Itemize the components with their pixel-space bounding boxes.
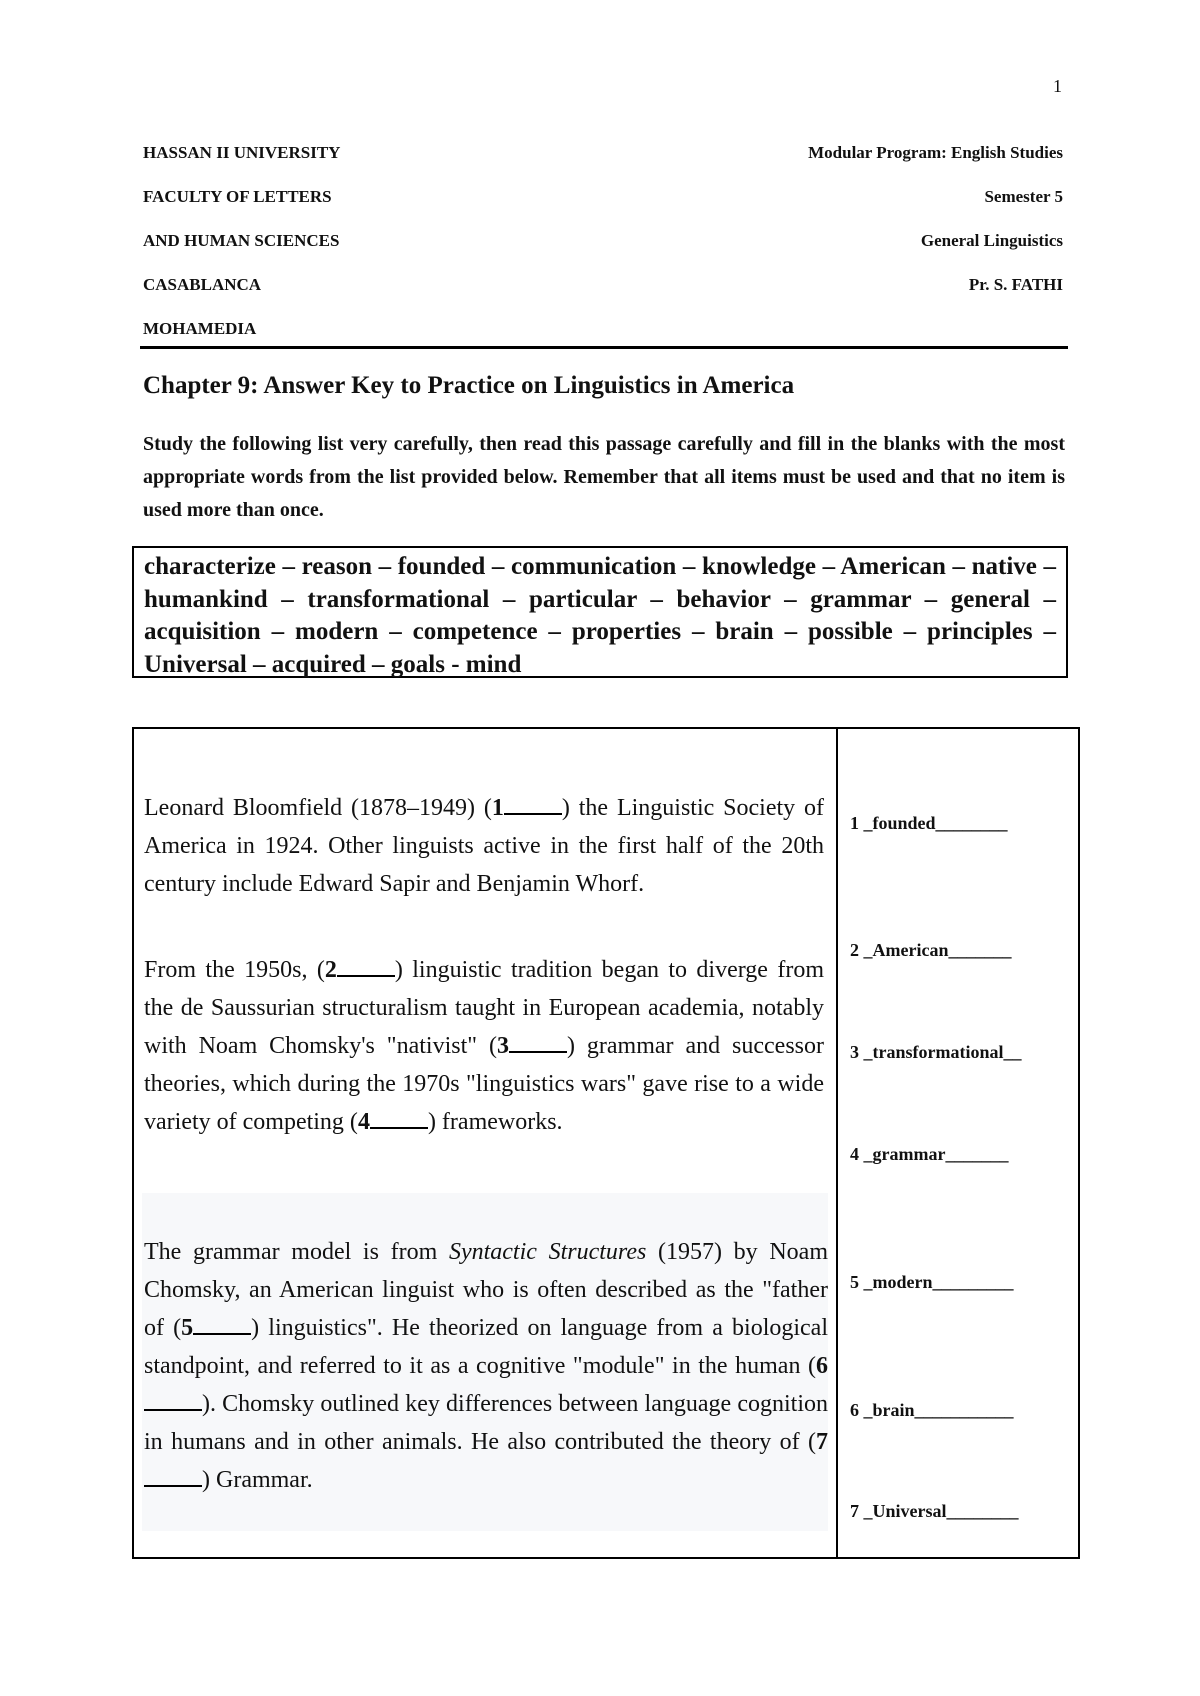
blank-7: 7 (144, 1429, 828, 1493)
blank-4: 4 (358, 1109, 428, 1135)
header-row (143, 187, 1063, 231)
faculty-name: FACULTY OF LETTERS (143, 187, 332, 206)
chapter-title: Chapter 9: Answer Key to Practice on Linguistics in America (143, 372, 795, 399)
word-list: characterize – reason – founded – communication – knowledge – American – native – humankind – transformational – particular – behavior – grammar – general – acquisition – modern – competence – properties – brain – possible – principles – Universal – acquired – goals - mind (144, 553, 1056, 678)
document-header (143, 143, 1063, 363)
header-row (143, 319, 1063, 363)
blank-2: 2 (325, 957, 395, 983)
blank-1: 1 (492, 795, 562, 821)
answer-6: 6 _brain___________ (850, 1400, 1014, 1420)
answer-5: 5 _modern_________ (850, 1272, 1014, 1292)
passage-paragraph-2: From the 1950s, (2 ) linguistic tradition began to diverge from the de Saussurian structuralism taught in European academia, notably with Noam Chomsky's "nativist" (3 ) grammar and successor theories, which during the 1970s "linguistics wars" gave rise to a wide variety of competing (4 ) frameworks. (144, 957, 824, 1135)
answer-4: 4 _grammar_______ (850, 1144, 1009, 1164)
word-list-box (132, 546, 1068, 678)
column-divider (836, 729, 838, 1557)
page-number: 1 (1053, 76, 1062, 96)
passage-paragraph-3: The grammar model is from Syntactic Structures (1957) by Noam Chomsky, an American linguist who is often described as the "father of (5 ) linguistics". He theorized on language from a biological standpoint, and referred to it as a cognitive "module" in the human (6). Chomsky outlined key differences between language cognition in humans and in other animals. He also contributed the theory of (7) Grammar. (142, 1193, 828, 1531)
passage-paragraph-1: Leonard Bloomfield (1878–1949) (1 ) the Linguistic Society of America in 1924. Other linguists active in the first half of the 20th century include Edward Sapir and Benjamin Whorf. (144, 795, 824, 897)
city: CASABLANCA (143, 275, 262, 294)
header-row (143, 275, 1063, 319)
university-name: HASSAN II UNIVERSITY (143, 143, 341, 162)
city-2: MOHAMEDIA (143, 319, 257, 338)
program-name: Modular Program: English Studies (808, 143, 1063, 162)
header-row (143, 143, 1063, 187)
faculty-name-cont: AND HUMAN SCIENCES (143, 231, 340, 250)
answer-1: 1 _founded________ (850, 813, 1008, 833)
instructions: Study the following list very carefully, then read this passage carefully and fill in the blanks with the most appropriate words from the list provided below. Remember that all items must be used and that no item is used more than once. (143, 433, 1065, 521)
answer-2: 2 _American_______ (850, 940, 1012, 960)
blank-5: 5 (181, 1315, 251, 1341)
answer-7: 7 _Universal________ (850, 1501, 1019, 1521)
blank-6: 6 (144, 1353, 828, 1417)
exercise-table (132, 727, 1080, 1559)
blank-3: 3 (497, 1033, 567, 1059)
header-row (143, 231, 1063, 275)
answer-3: 3 _transformational__ (850, 1042, 1022, 1062)
header-rule (140, 346, 1068, 349)
semester: Semester 5 (984, 187, 1063, 206)
professor-name: Pr. S. FATHI (968, 275, 1063, 294)
course-name: General Linguistics (920, 231, 1063, 250)
